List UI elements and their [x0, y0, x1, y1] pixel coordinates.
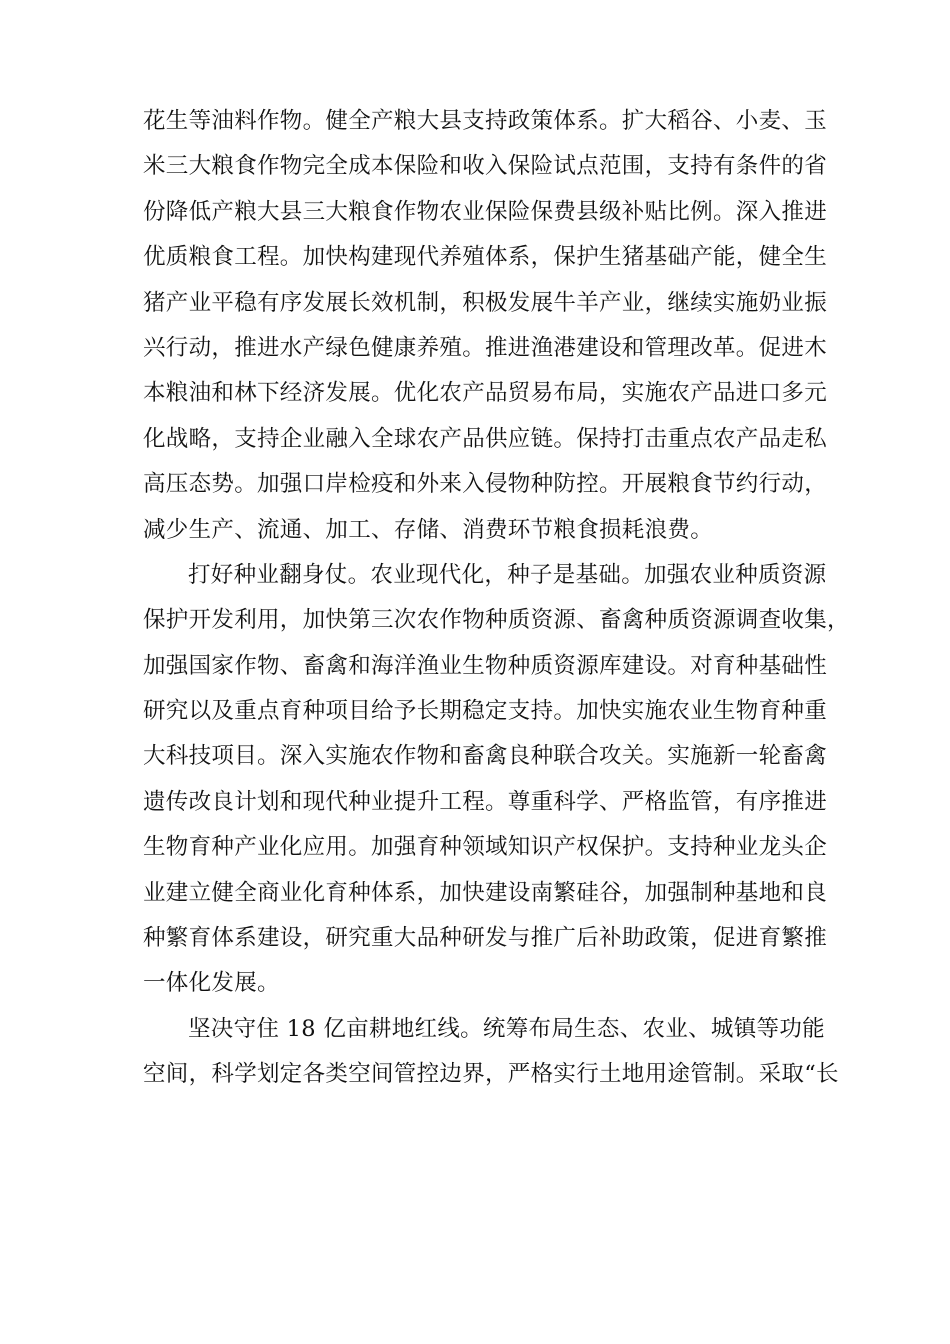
- text-line: 遗传改良计划和现代种业提升工程。尊重科学、严格监管，有序推进: [143, 788, 828, 815]
- text-line: 业建立健全商业化育种体系，加快建设南繁硅谷，加强制种基地和良: [143, 879, 828, 906]
- text-line: 猪产业平稳有序发展长效机制，积极发展牛羊产业，继续实施奶业振: [143, 289, 828, 316]
- body-text: [143, 99, 850, 1098]
- text-line: 坚决守住 18 亿亩耕地红线。统筹布局生态、农业、城镇等功能: [188, 1015, 825, 1042]
- text-line: 高压态势。加强口岸检疫和外来入侵物种防控。开展粮食节约行动，: [143, 471, 828, 498]
- text-line: 兴行动，推进水产绿色健康养殖。推进渔港建设和管理改革。促进木: [143, 334, 828, 361]
- text-line: 本粮油和林下经济发展。优化农产品贸易布局，实施农产品进口多元: [143, 380, 828, 407]
- text-line: 份降低产粮大县三大粮食作物农业保险保费县级补贴比例。深入推进: [143, 198, 828, 225]
- text-line: 加强国家作物、畜禽和海洋渔业生物种质资源库建设。对育种基础性: [143, 652, 828, 679]
- text-line: 花生等油料作物。健全产粮大县支持政策体系。扩大稻谷、小麦、玉: [143, 108, 828, 134]
- text-line: 生物育种产业化应用。加强育种领域知识产权保护。支持种业龙头企: [143, 834, 828, 861]
- text-line: 空间，科学划定各类空间管控边界，严格实行土地用途管制。采取“长: [143, 1061, 839, 1088]
- text-line: 一体化发展。: [143, 970, 280, 997]
- text-line: 大科技项目。深入实施农作物和畜禽良种联合攻关。实施新一轮畜禽: [143, 743, 828, 770]
- text-line: 化战略，支持企业融入全球农产品供应链。保持打击重点农产品走私: [143, 425, 828, 452]
- text-line: 种繁育体系建设，研究重大品种研发与推广后补助政策，促进育繁推: [143, 925, 828, 952]
- text-line: 保护开发利用，加快第三次农作物种质资源、畜禽种质资源调查收集，: [143, 607, 850, 634]
- text-line: 研究以及重点育种项目给予长期稳定支持。加快实施农业生物育种重: [143, 698, 828, 725]
- text-line: 打好种业翻身仗。农业现代化，种子是基础。加强农业种质资源: [188, 561, 827, 588]
- text-line: 米三大粮食作物完全成本保险和收入保险试点范围，支持有条件的省: [143, 153, 828, 180]
- text-line: 减少生产、流通、加工、存储、消费环节粮食损耗浪费。: [143, 516, 714, 543]
- text-line: 优质粮食工程。加快构建现代养殖体系，保护生猪基础产能，健全生: [143, 244, 828, 271]
